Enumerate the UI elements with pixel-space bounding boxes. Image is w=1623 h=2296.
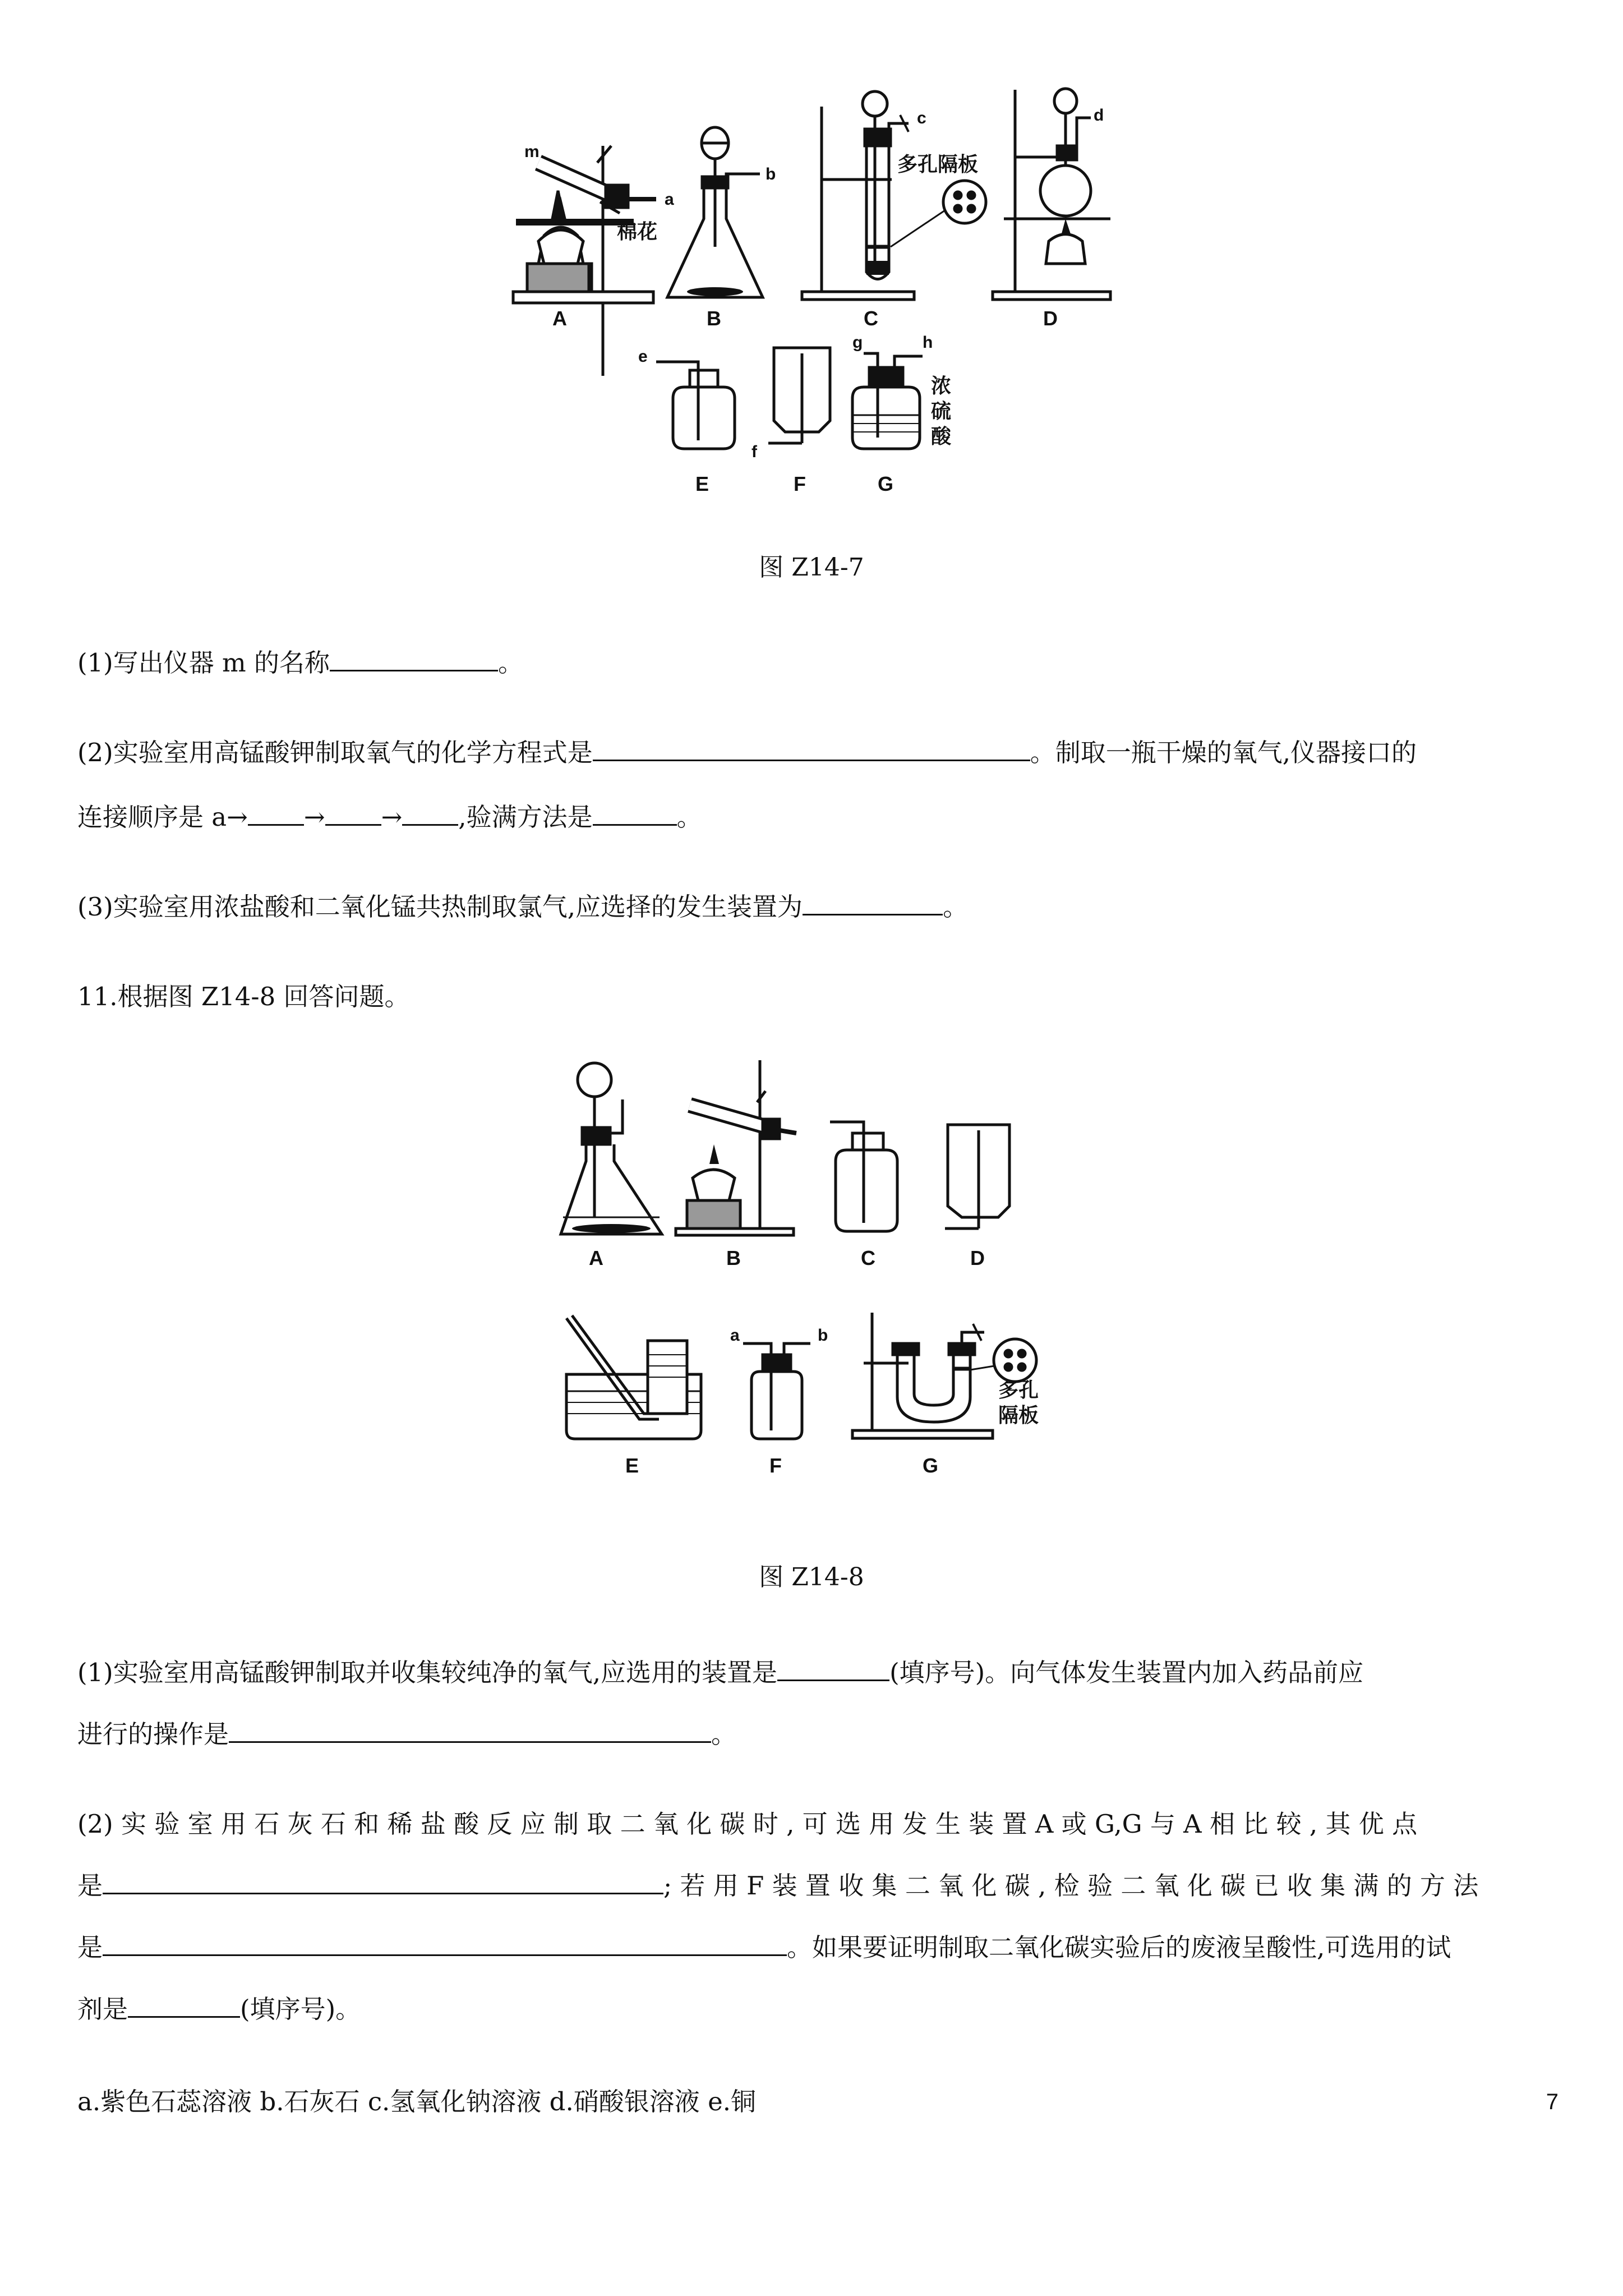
blank-reagent[interactable]	[128, 1990, 240, 2018]
q10-part1: (1)写出仪器 m 的名称 。	[77, 642, 1564, 679]
label-e-2: E	[625, 1454, 639, 1477]
apparatus-c-2	[830, 1122, 897, 1231]
apparatus-g	[852, 353, 923, 449]
porous-label-2: 隔板	[998, 1404, 1039, 1427]
page-number: 7	[1546, 2090, 1559, 2114]
apparatus-e	[656, 362, 735, 449]
q10-part3: (3)实验室用浓盐酸和二氧化锰共热制取氯气,应选择的发生装置为 。	[77, 886, 1564, 923]
port-c-label: c	[917, 109, 926, 127]
port-a-label-2: a	[730, 1326, 740, 1345]
figure-z14-8	[550, 1049, 1082, 1515]
blank-port-1[interactable]	[248, 798, 304, 826]
q11-part1-line1: (1)实验室用高锰酸钾制取并收集较纯净的氧气,应选用的装置是 (填序号)。向气体发生装置内加入药品前应	[77, 1652, 1564, 1688]
blank-instrument-name[interactable]	[330, 644, 498, 671]
q11-part2-line4: 剂是 (填序号)。	[77, 1989, 1564, 2025]
acid-label-2: 硫	[931, 400, 952, 423]
label-f-2: F	[769, 1454, 782, 1477]
figure-z14-8-caption: 图 Z14-8	[759, 1563, 864, 1591]
label-b-2: B	[726, 1246, 741, 1269]
figure-z14-7	[505, 79, 1122, 516]
label-f: F	[794, 472, 806, 495]
figure-z14-7-caption: 图 Z14-7	[759, 553, 864, 582]
q11-part2-line2: 是 ; 若 用 F 装 置 收 集 二 氧 化 碳 , 检 验 二 氧 化 碳 已 收 集 满 的 方 法	[77, 1865, 1564, 1902]
port-b-label: b	[766, 165, 776, 183]
porous-plate-label: 多孔隔板	[897, 153, 979, 176]
q11-options: a.紫色石蕊溶液 b.石灰石 c.氢氧化钠溶液 d.硝酸银溶液 e.铜	[77, 2087, 757, 2116]
apparatus-b	[667, 127, 763, 297]
label-d-2: D	[970, 1246, 985, 1269]
label-a: A	[552, 307, 567, 330]
label-a-2: A	[589, 1246, 603, 1269]
q11-title: 11.根据图 Z14-8 回答问题。	[77, 982, 410, 1011]
label-b: B	[707, 307, 721, 330]
q11-part1-line2: 进行的操作是 。	[77, 1714, 1564, 1750]
blank-operation[interactable]	[229, 1715, 711, 1743]
blank-generator[interactable]	[803, 888, 943, 915]
blank-apparatus-choice[interactable]	[777, 1654, 889, 1681]
label-c: C	[864, 307, 878, 330]
q11-part2-line3: 是 。如果要证明制取二氧化碳实验后的废液呈酸性,可选用的试	[77, 1927, 1564, 1963]
port-b-label-2: b	[818, 1326, 828, 1345]
port-d-label: d	[1094, 106, 1104, 125]
porous-label-1: 多孔	[998, 1379, 1039, 1402]
blank-full-check[interactable]	[593, 798, 677, 826]
apparatus-f-2	[743, 1343, 810, 1439]
port-e-label: e	[638, 347, 648, 366]
apparatus-f	[768, 348, 830, 443]
apparatus-e-2	[566, 1315, 701, 1439]
apparatus-b-2	[676, 1060, 796, 1235]
apparatus-a-2	[561, 1063, 662, 1234]
port-a-label: a	[665, 190, 674, 209]
blank-equation[interactable]	[593, 734, 1030, 761]
label-c-2: C	[861, 1246, 875, 1269]
label-g-2: G	[923, 1454, 939, 1477]
port-h-label: h	[923, 333, 933, 352]
apparatus-a	[513, 146, 656, 376]
apparatus-d-2	[945, 1125, 1009, 1228]
q10-part2-line1: (2)实验室用高锰酸钾制取氧气的化学方程式是 。制取一瓶干燥的氧气,仪器接口的	[77, 732, 1564, 769]
blank-advantage[interactable]	[103, 1867, 663, 1894]
cotton-label: 棉花	[617, 220, 658, 243]
blank-port-3[interactable]	[402, 798, 458, 826]
label-d: D	[1043, 307, 1058, 330]
q10-part2-line2: 连接顺序是 a→ → → ,验满方法是 。	[77, 797, 1564, 833]
acid-label-3: 酸	[931, 425, 952, 448]
label-g: G	[878, 472, 894, 495]
acid-label-1: 浓	[931, 375, 952, 398]
port-g-label: g	[852, 333, 863, 352]
blank-check-method[interactable]	[103, 1929, 787, 1956]
label-e: E	[695, 472, 709, 495]
q11-part2-line1: (2) 实 验 室 用 石 灰 石 和 稀 盐 酸 反 应 制 取 二 氧 化 碳 时 , 可 选 用 发 生 装 置 A 或 G,G 与 A 相 比 较 , 其 优 点	[77, 1809, 1418, 1839]
port-m-label: m	[524, 142, 540, 161]
blank-port-2[interactable]	[325, 798, 381, 826]
port-f-label: f	[751, 443, 757, 461]
apparatus-c	[802, 91, 986, 300]
apparatus-d	[993, 89, 1110, 300]
